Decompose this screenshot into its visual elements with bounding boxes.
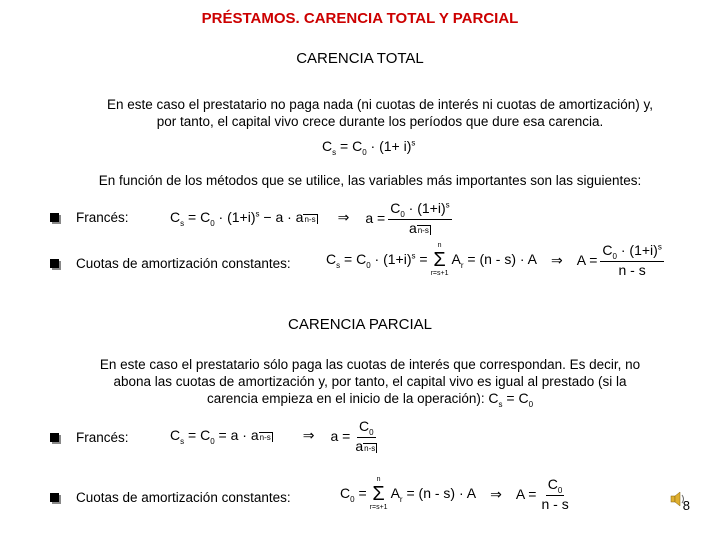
total-intro-line-1: En este caso el prestatario no paga nada (ni cuotas de interés ni cuotas de amortización) y,	[106, 97, 654, 112]
parcial-intro-line-3: carencia empieza en el inicio de la operación): $C_s = C_0$	[206, 390, 534, 409]
formula-parcial-cuotas: $C_0$ = n Σ r=s+1 $A_r = (n - s) \cdot A$ ⇒ A = $\frac{C_0}{n - s}$	[340, 476, 569, 512]
total-intro-paragraph	[60, 96, 700, 130]
bullet-label: Francés:	[76, 210, 129, 225]
formula-parcial-capital: $C_s = C_0$	[488, 390, 534, 409]
bullet-square-icon	[50, 213, 59, 222]
formula-total-cuotas: $C_s = C_0 \cdot (1+i)^s$ = n Σ r=s+1 $A_r = (n - s) \cdot A$ ⇒ A = $\frac{C_0 \cdot (1+i)^s}{n - s}$	[326, 242, 662, 278]
parcial-intro-paragraph	[60, 356, 680, 413]
bullet-parcial-frances	[50, 430, 129, 445]
page-title: PRÉSTAMOS. CARENCIA TOTAL Y PARCIAL	[201, 10, 519, 27]
formula-total-frances: $C_s = C_0 \cdot (1+i)^s - a \cdot an-s$ ⇒ a = $\frac{C_0 \cdot (1+i)^s}{an-s}$	[170, 200, 450, 236]
bullet-label: Cuotas de amortización constantes:	[76, 490, 291, 505]
parcial-intro-line-2: abona las cuotas de amortización y, por tanto, el capital vivo es igual al prestado (si la	[113, 374, 627, 389]
formula-parcial-frances: $C_s = C_0 = a \cdot an-s$ ⇒ a = $\frac{C_0}{an-s}$	[170, 418, 376, 454]
section-heading-total: CARENCIA TOTAL	[296, 50, 424, 67]
formula-total-capital: $C_s = C_0 \cdot (1+ i)^s$	[322, 138, 416, 157]
bullet-label: Francés:	[76, 430, 129, 445]
section-heading-parcial: CARENCIA PARCIAL	[288, 316, 432, 333]
bullet-total-frances	[50, 210, 129, 225]
total-intro-line-2: por tanto, el capital vivo crece durante los períodos que dure esa carencia.	[156, 114, 604, 129]
methods-intro-text: En función de los métodos que se utilice, las variables más importantes son las siguientes:	[98, 173, 642, 188]
bullet-parcial-cuotas	[50, 490, 291, 505]
bullet-label: Cuotas de amortización constantes:	[76, 256, 291, 271]
bullet-square-icon	[50, 433, 59, 442]
page-number: 8	[682, 498, 690, 513]
bullet-square-icon	[50, 259, 59, 268]
bullet-square-icon	[50, 493, 59, 502]
bullet-total-cuotas	[50, 256, 291, 271]
parcial-intro-line-1: En este caso el prestatario sólo paga las cuotas de interés que correspondan. Es decir, no	[99, 357, 641, 372]
